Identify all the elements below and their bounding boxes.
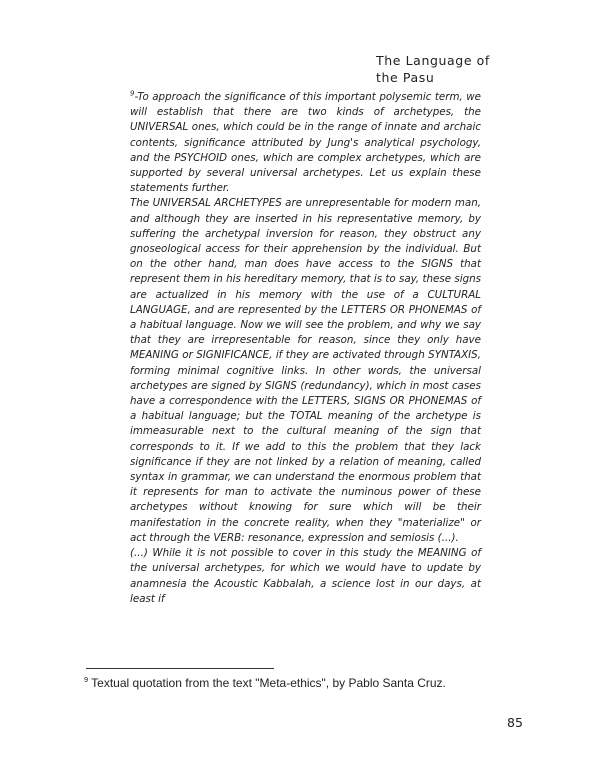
header-title-line2: the Pasu [376, 70, 435, 85]
footnote-text: Textual quotation from the text "Meta-ethics", by Pablo Santa Cruz. [91, 676, 446, 690]
footnote [84, 676, 524, 691]
footnote-number: 9 [84, 675, 89, 684]
main-text [130, 90, 481, 607]
footnote-separator [86, 668, 274, 669]
paragraph-1 [130, 90, 481, 196]
footnote-reference: 9 [130, 89, 135, 98]
running-header [376, 52, 576, 86]
header-title-line1: The Language of [376, 53, 490, 68]
paragraph-3: (...) While it is not possible to cover in this study the MEANING of the universal archetypes, for which we would have to update by anamnesia the Acoustic Kabbalah, a science lost in our days, at least if [130, 547, 481, 605]
page-number: 85 [507, 715, 523, 730]
paragraph-1-text: -To approach the significance of this important polysemic term, we will establish that there are two kinds of archetypes, the UNIVERSAL ones, which could be in the range of innate and archaic contents, significance attributed by Jung's analytical psychology, and the PSYCHOID ones, which are complex archetypes, which are supported by several universal archetypes. Let us explain these statements further. [130, 91, 481, 195]
paragraph-2: The UNIVERSAL ARCHETYPES are unrepresentable for modern man, and although they are inserted in his representative memory, by suffering the archetypal inversion for reason, they obstruct any gnoseological access for their apprehension by the individual. But on the other hand, man does have access to the SIGNS that represent them in his hereditary memory, that is to say, these signs are actualized in his memory with the use of a CULTURAL LANGUAGE, and are represented by the LETTERS OR PHONEMAS of a habitual language. Now we will see the problem, and why we say that they are irrepresentable for reason, since they only have MEANING or SIGNIFICANCE, if they are activated through SYNTAXIS, forming minimal cognitive links. In other words, the universal archetypes are signed by SIGNS (redundancy), which in most cases have a correspondence with the LETTERS, SIGNS OR PHONEMAS of a habitual language; but the TOTAL meaning of the archetype is immeasurable next to the cultural meaning of the sign that corresponds to it. If we add to this the problem that they lack significance if they are not linked by a relation of meaning, called syntax in grammar, we can understand the enormous problem that it represents for man to activate the numinous power of these archetypes without knowing for sure which will be their manifestation in the concrete reality, when they "materialize" or act through the VERB: resonance, expression and semiosis (...). [130, 197, 481, 544]
